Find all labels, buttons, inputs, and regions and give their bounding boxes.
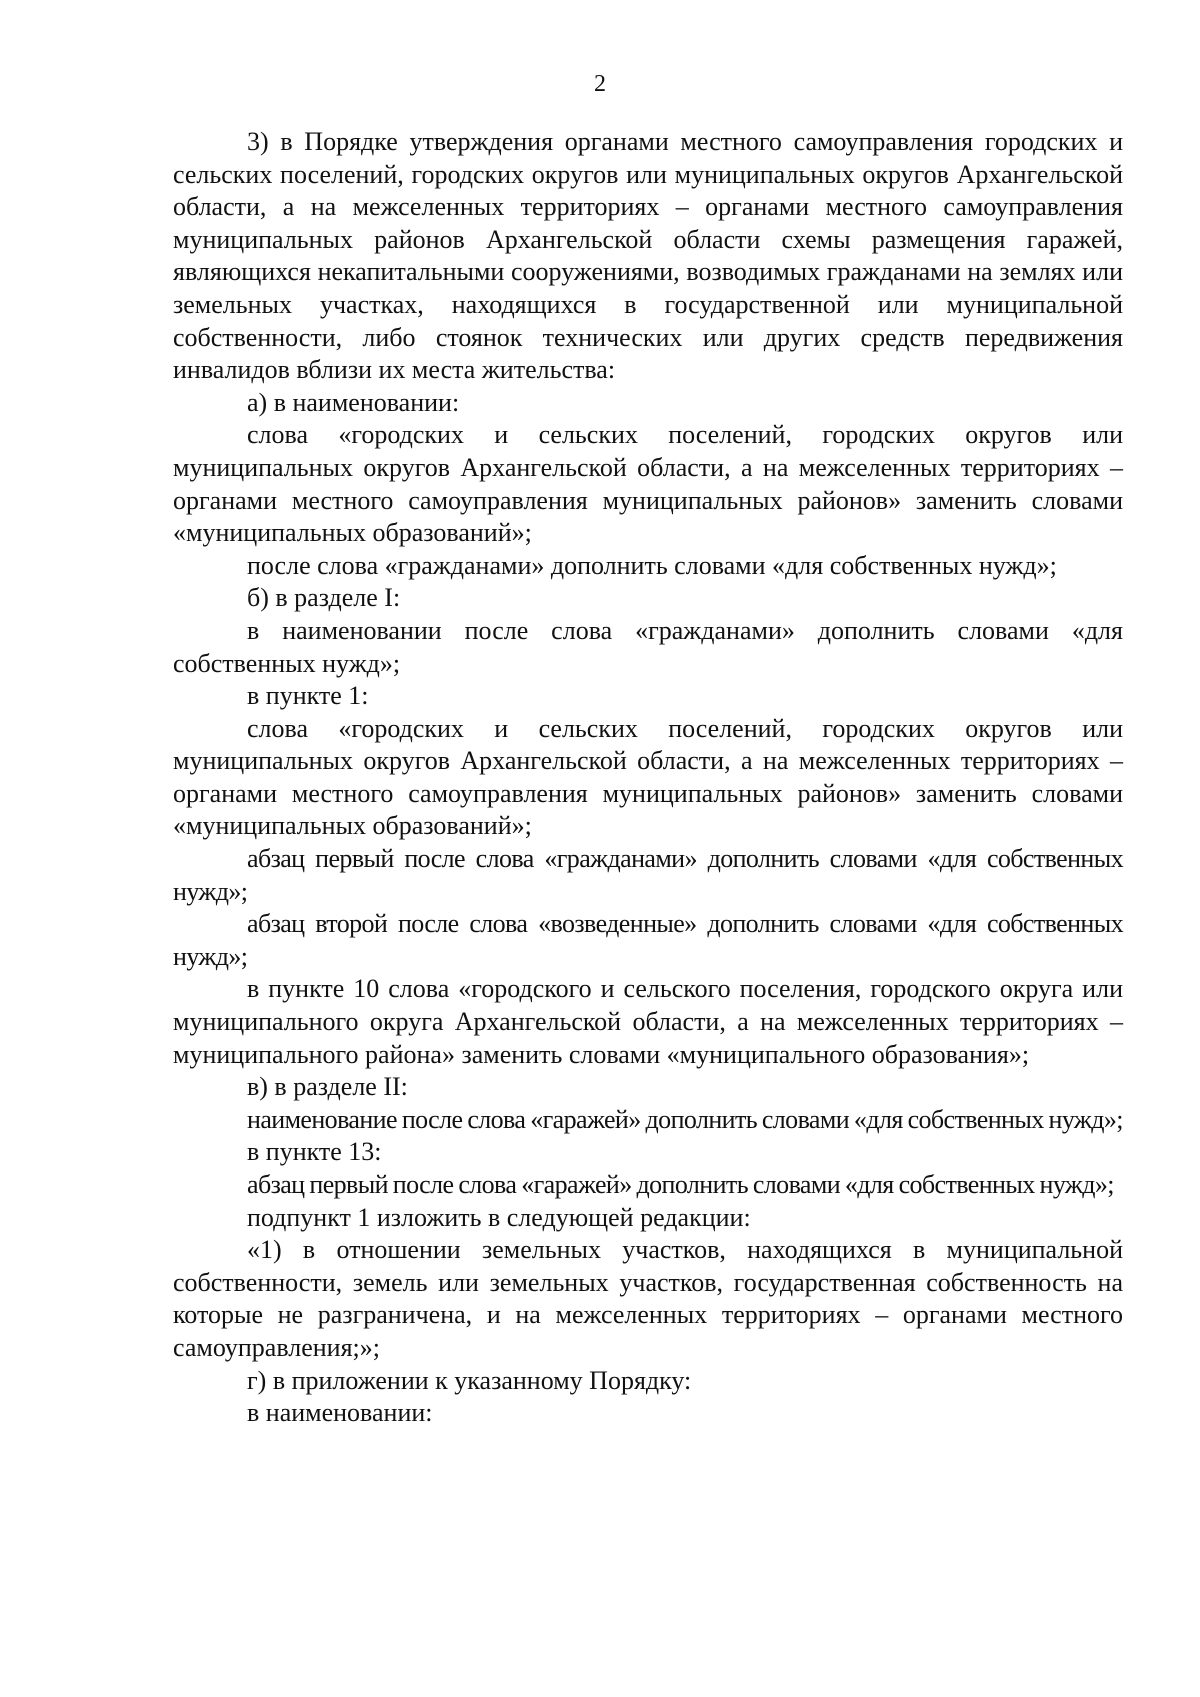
document-body xyxy=(173,126,1123,1430)
paragraph-section-title-change: в наименовании после слова «гражданами» дополнить словами «для собственных нужд»; xyxy=(173,615,1123,678)
paragraph-point-10: в пункте 10 слова «городского и сельского поселения, городского округа или муниципального округа Архангельской области, а на межселенных территориях – муниципального района» заменить словами «муниципального образования»; xyxy=(173,974,1123,1069)
paragraph-subitem-g: г) в приложении к указанному Порядку: xyxy=(247,1365,692,1395)
paragraph-point-13-first-clause: абзац первый после слова «гаражей» дополнить словами «для собственных нужд»; xyxy=(247,1170,1114,1199)
paragraph-first-clause: абзац первый после слова «гражданами» дополнить словами «для собственных нужд»; xyxy=(173,844,1123,906)
paragraph-point-1-replace: слова «городских и сельских поселений, городских округов или муниципальных округов Архангельской области, а на межселенных территориях – органами местного самоуправления муниципальных районов» заменить словами «муниципальных образований»; xyxy=(173,713,1123,841)
page-number: 2 xyxy=(594,71,606,97)
paragraph-point-13: в пункте 13: xyxy=(247,1137,382,1167)
paragraph-point-1: в пункте 1: xyxy=(247,681,369,711)
paragraph-second-clause: абзац второй после слова «возведенные» дополнить словами «для собственных нужд»; xyxy=(173,909,1123,971)
paragraph-item-3: 3) в Порядке утверждения органами местного самоуправления городских и сельских поселений, городских округов или муниципальных округов Архангельской области, а на межселенных территориях – органами местного самоуправления муниципальных районов Архангельской области схемы размещения гаражей, являющихся некапитальными сооружениями, возводимых гражданами на землях или земельных участках, находящихся в государственной или муниципальной собственности, либо стоянок технических или других средств передвижения инвалидов вблизи их места жительства: xyxy=(173,127,1123,385)
paragraph-subitem-a: а) в наименовании: xyxy=(247,387,460,417)
paragraph-subitem-b: б) в разделе I: xyxy=(247,583,401,613)
paragraph-after-word-citizens: после слова «гражданами» дополнить словами «для собственных нужд»; xyxy=(247,550,1057,580)
paragraph-section-2-title: наименование после слова «гаражей» дополнить словами «для собственных нужд»; xyxy=(247,1104,1123,1134)
paragraph-subpoint-1-edit: подпункт 1 изложить в следующей редакции: xyxy=(247,1202,751,1232)
paragraph-subpoint-1-text: «1) в отношении земельных участков, находящихся в муниципальной собственности, земель или земельных участков, государственная собственность на которые не разграничена, и на межселенных территориях – органами местного самоуправления;»; xyxy=(173,1235,1123,1362)
paragraph-subitem-v: в) в разделе II: xyxy=(247,1072,408,1102)
paragraph-replace-words: слова «городских и сельских поселений, городских округов или муниципальных округов Архангельской области, а на межселенных территориях – органами местного самоуправления муниципальных районов» заменить словами «муниципальных образований»; xyxy=(173,420,1123,548)
paragraph-in-title: в наименовании: xyxy=(247,1398,433,1428)
